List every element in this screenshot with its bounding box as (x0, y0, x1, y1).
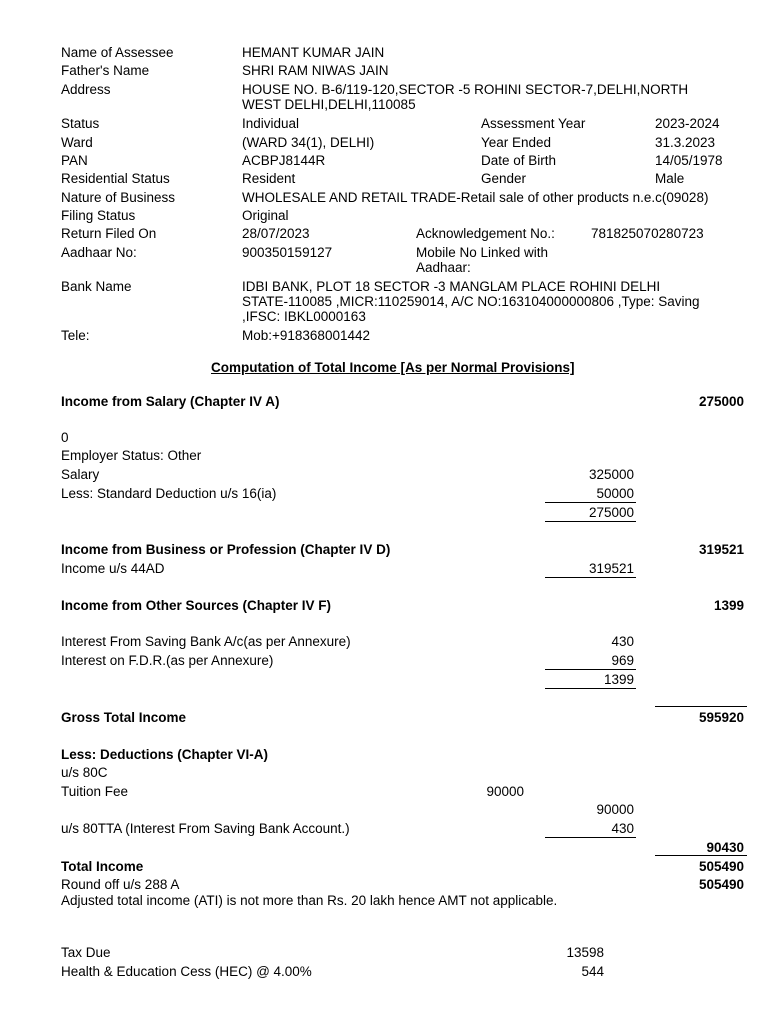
gross-total-income-value: 595920 (698, 710, 744, 725)
salary-net: 275000 (588, 505, 634, 520)
bank-line-1: IDBI BANK, PLOT 18 SECTOR -3 MANGLAM PLACE ROHINI DELHI (242, 279, 661, 294)
other-sources-heading: Income from Other Sources (Chapter IV F) (61, 598, 332, 613)
nature-of-business-value: WHOLESALE AND RETAIL TRADE-Retail sale of other products n.e.c(09028) (242, 190, 709, 205)
saving-bank-interest-value: 430 (611, 634, 634, 649)
amt-note: Adjusted total income (ATI) is not more than Rs. 20 lakh hence AMT not applicable. (61, 893, 558, 908)
filing-status-label: Filing Status (61, 208, 136, 223)
rule (545, 521, 636, 522)
standard-deduction-label: Less: Standard Deduction u/s 16(ia) (61, 486, 277, 501)
address-label: Address (61, 82, 111, 97)
tuition-fee-label: Tuition Fee (61, 784, 129, 799)
business-total: 319521 (698, 542, 744, 557)
nature-of-business-label: Nature of Business (61, 190, 176, 205)
employer-status: Employer Status: Other (61, 448, 202, 463)
residential-status-label: Residential Status (61, 171, 170, 186)
total-income-value: 505490 (698, 859, 744, 874)
bank-line-2: STATE-110085 ,MICR:110259014, A/C NO:163104000000806 ,Type: Saving (242, 294, 700, 309)
assessment-year-value: 2023-2024 (655, 116, 720, 131)
deductions-total: 90430 (706, 840, 744, 855)
other-sources-net: 1399 (603, 672, 634, 687)
gross-total-income-label: Gross Total Income (61, 710, 187, 725)
father-label: Father's Name (61, 63, 150, 78)
rule (545, 577, 636, 578)
tele-value: Mob:+918368001442 (242, 328, 370, 343)
father-value: SHRI RAM NIWAS JAIN (242, 63, 389, 78)
salary-heading: Income from Salary (Chapter IV A) (61, 394, 280, 409)
tax-due-label: Tax Due (61, 945, 111, 960)
section-80c-label: u/s 80C (61, 765, 108, 780)
name-label: Name of Assessee (61, 45, 174, 60)
ward-label: Ward (61, 135, 93, 150)
business-heading: Income from Business or Profession (Chapter IV D) (61, 542, 391, 557)
bank-label: Bank Name (61, 279, 132, 294)
rule (545, 688, 636, 689)
mobile-linked-label-2: Aadhaar: (416, 260, 471, 275)
rule (545, 837, 636, 838)
bank-line-3: ,IFSC: IBKL0000163 (242, 309, 366, 324)
rule (545, 502, 636, 503)
aadhaar-label: Aadhaar No: (61, 245, 137, 260)
status-label: Status (61, 116, 100, 131)
pan-value: ACBPJ8144R (242, 153, 326, 168)
residential-status-value: Resident (242, 171, 296, 186)
mobile-linked-label-1: Mobile No Linked with (416, 245, 549, 260)
section-80tta-value: 430 (611, 821, 634, 836)
income-44ad-label: Income u/s 44AD (61, 561, 165, 576)
address-line-2: WEST DELHI,DELHI,110085 (242, 97, 416, 112)
income-44ad-value: 319521 (588, 561, 634, 576)
tele-label: Tele: (61, 328, 90, 343)
acknowledgement-value: 781825070280723 (591, 226, 704, 241)
section-80tta-label: u/s 80TTA (Interest From Saving Bank Account.) (61, 821, 350, 836)
status-value: Individual (242, 116, 300, 131)
name-value: HEMANT KUMAR JAIN (242, 45, 385, 60)
computation-title: Computation of Total Income [As per Normal Provisions] (211, 360, 575, 375)
standard-deduction-value: 50000 (596, 486, 634, 501)
saving-bank-interest-label: Interest From Saving Bank A/c(as per Annexure) (61, 634, 351, 649)
round-off-value: 505490 (698, 877, 744, 892)
cess-value: 544 (581, 964, 604, 979)
other-sources-total: 1399 (713, 598, 744, 613)
rule (655, 706, 747, 707)
dob-value: 14/05/1978 (655, 153, 723, 168)
fdr-interest-value: 969 (611, 653, 634, 668)
salary-label: Salary (61, 467, 100, 482)
section-80c-total: 90000 (596, 802, 634, 817)
return-filed-label: Return Filed On (61, 226, 157, 241)
gender-value: Male (655, 171, 685, 186)
dob-label: Date of Birth (481, 153, 557, 168)
acknowledgement-label: Acknowledgement No.: (416, 226, 555, 241)
tuition-fee-value: 90000 (486, 784, 524, 799)
round-off-label: Round off u/s 288 A (61, 877, 180, 892)
salary-value: 325000 (588, 467, 634, 482)
fdr-interest-label: Interest on F.D.R.(as per Annexure) (61, 653, 274, 668)
pan-label: PAN (61, 153, 88, 168)
salary-zero: 0 (61, 430, 69, 445)
rule (545, 669, 636, 670)
year-ended-label: Year Ended (481, 135, 552, 150)
total-income-label: Total Income (61, 859, 144, 874)
year-ended-value: 31.3.2023 (655, 135, 716, 150)
assessment-year-label: Assessment Year (481, 116, 586, 131)
filing-status-value: Original (242, 208, 289, 223)
aadhaar-value: 900350159127 (242, 245, 333, 260)
address-line-1: HOUSE NO. B-6/119-120,SECTOR -5 ROHINI SECTOR-7,DELHI,NORTH (242, 82, 689, 97)
salary-total: 275000 (698, 394, 744, 409)
tax-due-value: 13598 (566, 945, 604, 960)
deductions-heading: Less: Deductions (Chapter VI-A) (61, 747, 269, 762)
gender-label: Gender (481, 171, 527, 186)
return-filed-value: 28/07/2023 (242, 226, 310, 241)
rule (655, 855, 747, 856)
ward-value: (WARD 34(1), DELHI) (242, 135, 375, 150)
cess-label: Health & Education Cess (HEC) @ 4.00% (61, 964, 312, 979)
